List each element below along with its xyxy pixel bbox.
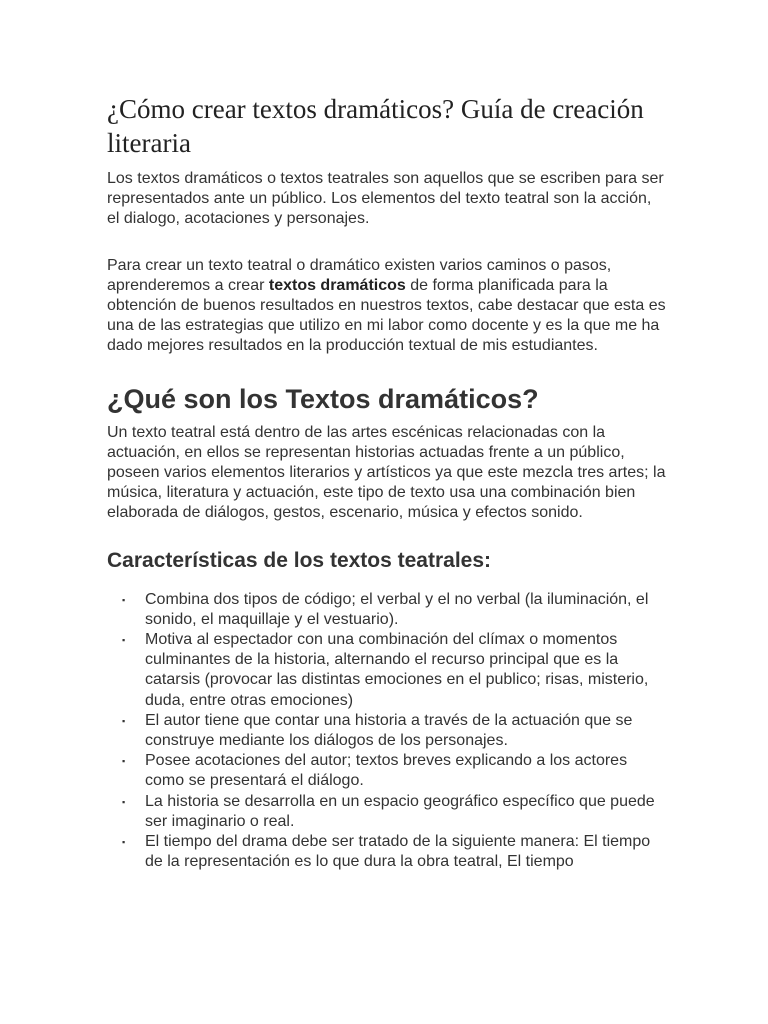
bullet-icon: ▪ bbox=[122, 756, 126, 767]
list-item bbox=[107, 711, 667, 751]
list-item bbox=[107, 751, 667, 791]
section-heading-que-son: ¿Qué son los Textos dramáticos? bbox=[107, 383, 539, 414]
method-text-start: Para crear un texto teatral o dramático existen varios caminos o pasos, aprenderemos a crear bbox=[107, 256, 612, 294]
list-item bbox=[107, 590, 667, 630]
list-item-text: La historia se desarrolla en un espacio geográfico específico que puede ser imaginario o real. bbox=[145, 792, 655, 830]
list-item-text: Motiva al espectador con una combinación del clímax o momentos culminantes de la historia, alternando el recurso principal que es la catarsis (provocar las distintas emociones en el publico; risas, misterio, duda, entre otras emociones) bbox=[145, 631, 649, 709]
document-page bbox=[107, 92, 667, 872]
list-item-text: Combina dos tipos de código; el verbal y el no verbal (la iluminación, el sonido, el maquillaje y el vestuario). bbox=[145, 590, 649, 628]
intro-paragraph: Los textos dramáticos o textos teatrales son aquellos que se escriben para ser representados ante un público. Los elementos del texto teatral son la acción, el dialogo, acotaciones y personajes. bbox=[107, 170, 664, 228]
method-paragraph bbox=[107, 256, 667, 357]
section-heading-caracteristicas: Características de los textos teatrales: bbox=[107, 548, 492, 572]
definition-paragraph: Un texto teatral está dentro de las artes escénicas relacionadas con la actuación, en ellos se representan historias actuadas frente a un público, poseen varios elementos literarios y artísticos ya que este mezcla tres artes; la música, literatura y actuación, este tipo de texto usa una combinación bien elaborada de diálogos, gestos, escenario, música y efectos sonido. bbox=[107, 423, 666, 522]
list-item bbox=[107, 792, 667, 832]
bullet-icon: ▪ bbox=[122, 594, 126, 605]
list-item bbox=[107, 832, 667, 872]
list-item-text: El tiempo del drama debe ser tratado de la siguiente manera: El tiempo de la representación es lo que dura la obra teatral, El tiempo bbox=[145, 833, 651, 871]
list-item-text: Posee acotaciones del autor; textos breves explicando a los actores como se presentará el diálogo. bbox=[145, 752, 628, 790]
method-text-end: de forma planificada para la obtención de buenos resultados en nuestros textos, cabe destacar que esta es una de las estrategias que utilizo en mi labor como docente y es la que me ha dado mejores resultados en la producción textual de mis estudiantes. bbox=[107, 276, 666, 355]
bullet-icon: ▪ bbox=[122, 715, 126, 726]
page-title: ¿Cómo crear textos dramáticos? Guía de creación literaria bbox=[107, 94, 644, 158]
list-item-text: El autor tiene que contar una historia a través de la actuación que se construye mediante los diálogos de los personajes. bbox=[145, 711, 633, 750]
characteristics-list bbox=[107, 590, 667, 873]
list-item bbox=[107, 630, 667, 711]
bullet-icon: ▪ bbox=[122, 796, 126, 807]
bullet-icon: ▪ bbox=[122, 837, 126, 848]
method-bold-term: textos dramáticos bbox=[268, 276, 406, 294]
bullet-icon: ▪ bbox=[122, 635, 126, 646]
